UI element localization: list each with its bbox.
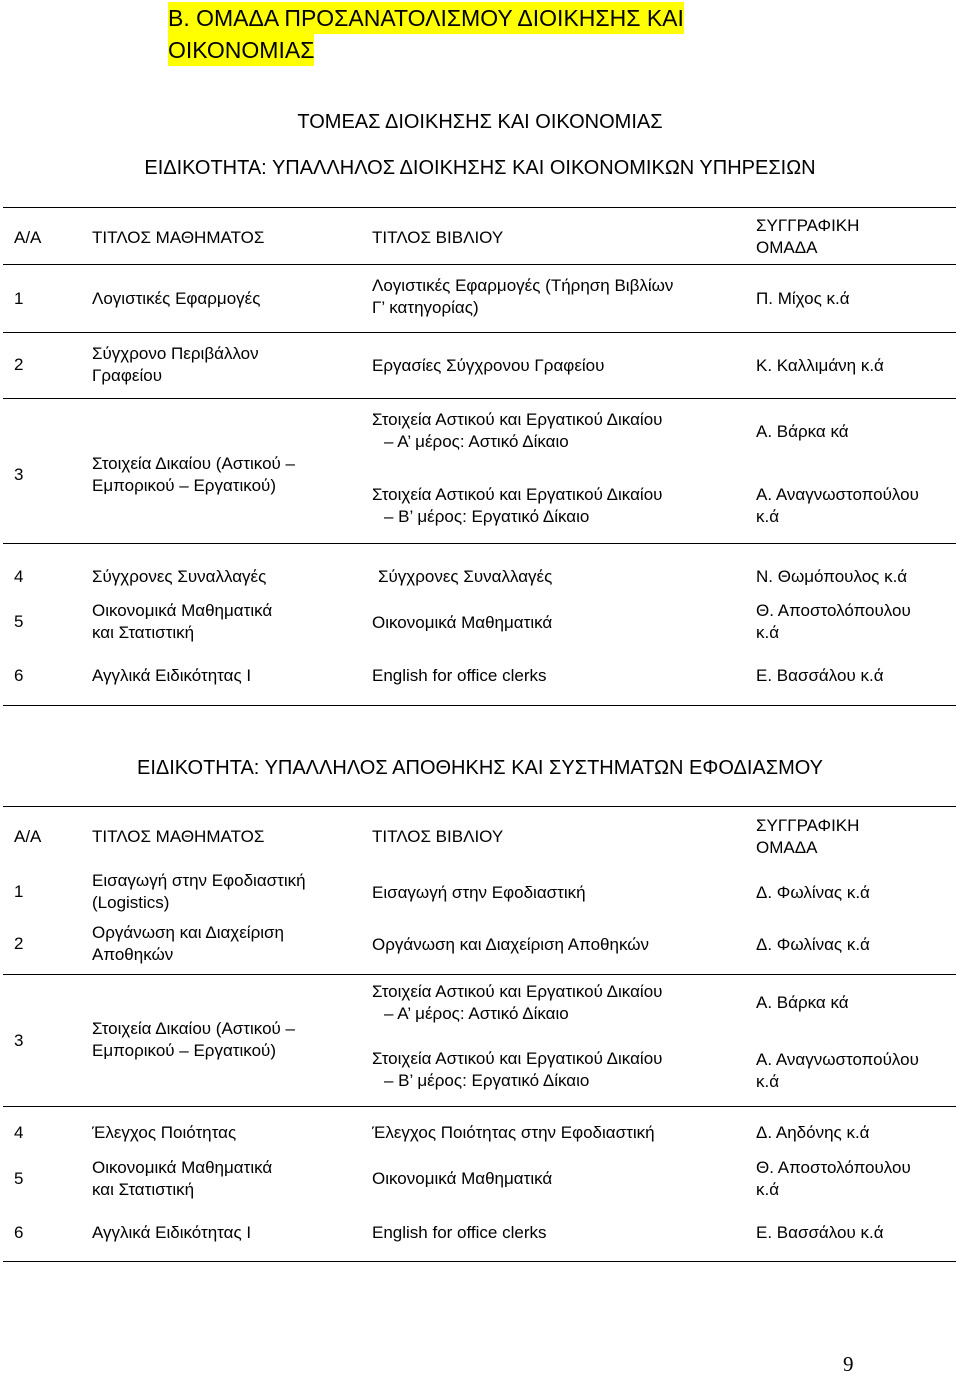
row-course: Λογιστικές Εφαρμογές	[92, 289, 261, 308]
header-authors-line: ΣΥΓΓΡΑΦΙΚΗ	[756, 816, 860, 835]
row-book: English for office clerks	[372, 666, 547, 685]
row-book: Έλεγχος Ποιότητας στην Εφοδιαστική	[372, 1123, 655, 1142]
page-number: 9	[843, 1352, 854, 1376]
row-num: 3	[14, 1031, 24, 1050]
row-authors: Α. Βάρκα κά	[756, 993, 849, 1012]
row-book-line: – Α’ μέρος: Αστικό Δίκαιο	[384, 432, 569, 451]
row-course-line: Στοιχεία Δικαίου (Αστικού –	[92, 454, 296, 473]
row-book	[372, 981, 662, 1025]
row-num: 4	[14, 567, 24, 586]
specialty-title-1: ΕΙΔΙΚΟΤΗΤΑ: ΥΠΑΛΛΗΛΟΣ ΔΙΟΙΚΗΣΗΣ ΚΑΙ ΟΙΚΟΝΟΜΙΚΩΝ ΥΠΗΡΕΣΙΩΝ	[144, 157, 816, 179]
row-book: Εργασίες Σύγχρονου Γραφείου	[372, 356, 605, 375]
header-book: ΤΙΤΛΟΣ ΒΙΒΛΙΟΥ	[372, 228, 504, 247]
row-book	[372, 484, 662, 528]
row-course-line: Εμπορικού – Εργατικού)	[92, 1041, 277, 1060]
row-book-line: – Α’ μέρος: Αστικό Δίκαιο	[384, 1004, 569, 1023]
row-book-line: Στοιχεία Αστικού και Εργατικού Δικαίου	[372, 1049, 663, 1068]
row-authors: Ε. Βασσάλου κ.ά	[756, 666, 884, 685]
row-course-line: Οικονομικά Μαθηματικά	[92, 601, 273, 620]
row-authors: Π. Μίχος κ.ά	[756, 289, 850, 308]
row-divider	[3, 332, 956, 333]
row-book-line: Στοιχεία Αστικού και Εργατικού Δικαίου	[372, 982, 663, 1001]
row-num: 1	[14, 882, 24, 901]
row-book	[372, 275, 673, 319]
row-divider	[3, 398, 956, 399]
row-course: Αγγλικά Ειδικότητας Ι	[92, 1223, 252, 1242]
row-authors	[756, 1157, 911, 1201]
row-authors: Ν. Θωμόπουλος κ.ά	[756, 567, 908, 586]
row-book: Οργάνωση και Διαχείριση Αποθηκών	[372, 935, 650, 954]
row-authors-line: Α. Αναγνωστοπούλου	[756, 1050, 919, 1069]
header-course: ΤΙΤΛΟΣ ΜΑΘΗΜΑΤΟΣ	[92, 228, 265, 247]
header-authors-line: ΟΜΑΔΑ	[756, 838, 818, 857]
row-num: 5	[14, 612, 24, 631]
row-course-line: Εισαγωγή στην Εφοδιαστική	[92, 871, 306, 890]
table-border-bottom	[3, 1261, 956, 1262]
row-book: Οικονομικά Μαθηματικά	[372, 613, 553, 632]
row-authors-line: κ.ά	[756, 1180, 780, 1199]
row-num: 2	[14, 355, 24, 374]
row-course	[92, 600, 272, 644]
row-num: 3	[14, 465, 24, 484]
row-authors: Α. Βάρκα κά	[756, 422, 849, 441]
row-authors-line: Θ. Αποστολόπουλου	[756, 1158, 911, 1177]
row-authors: Ε. Βασσάλου κ.ά	[756, 1223, 884, 1242]
row-course	[92, 922, 284, 966]
row-course-line: Σύγχρονο Περιβάλλον	[92, 344, 259, 363]
row-authors-line: Θ. Αποστολόπουλου	[756, 601, 911, 620]
row-authors-line: κ.ά	[756, 1072, 780, 1091]
row-book-line: Στοιχεία Αστικού και Εργατικού Δικαίου	[372, 410, 663, 429]
row-course-line: Αποθηκών	[92, 945, 174, 964]
header-authors	[756, 215, 859, 259]
header-authors-line: ΣΥΓΓΡΑΦΙΚΗ	[756, 216, 860, 235]
row-book	[372, 1048, 662, 1092]
row-course-line: Γραφείου	[92, 366, 162, 385]
row-course: Σύγχρονες Συναλλαγές	[92, 567, 267, 586]
row-authors-line: Α. Αναγνωστοπούλου	[756, 485, 919, 504]
row-course	[92, 870, 306, 914]
row-num: 1	[14, 289, 24, 308]
row-authors	[756, 484, 919, 528]
row-book-line: Στοιχεία Αστικού και Εργατικού Δικαίου	[372, 485, 663, 504]
header-authors	[756, 815, 859, 859]
header-book: ΤΙΤΛΟΣ ΒΙΒΛΙΟΥ	[372, 827, 504, 846]
row-divider	[3, 264, 956, 265]
row-book-line: Λογιστικές Εφαρμογές (Τήρηση Βιβλίων	[372, 276, 674, 295]
row-authors: Δ. Φωλίνας κ.ά	[756, 883, 870, 902]
row-course-line: Οργάνωση και Διαχείριση	[92, 923, 284, 942]
row-authors-line: κ.ά	[756, 507, 780, 526]
row-authors	[756, 1049, 919, 1093]
header-authors-line: ΟΜΑΔΑ	[756, 238, 818, 257]
row-book: English for office clerks	[372, 1223, 547, 1242]
row-num: 2	[14, 934, 24, 953]
row-divider	[3, 974, 956, 975]
header-num: Α/Α	[14, 228, 42, 247]
row-course-line: Οικονομικά Μαθηματικά	[92, 1158, 273, 1177]
row-course: Έλεγχος Ποιότητας	[92, 1123, 237, 1142]
row-num: 4	[14, 1123, 24, 1142]
heading-line-2: ΟΙΚΟΝΟΜΙΑΣ	[168, 34, 314, 66]
row-authors	[756, 600, 911, 644]
row-book	[372, 409, 662, 453]
row-course: Αγγλικά Ειδικότητας Ι	[92, 666, 252, 685]
header-course: ΤΙΤΛΟΣ ΜΑΘΗΜΑΤΟΣ	[92, 827, 265, 846]
row-book: Εισαγωγή στην Εφοδιαστική	[372, 883, 586, 902]
row-divider	[3, 543, 956, 544]
row-course	[92, 343, 259, 387]
row-authors: Δ. Αηδόνης κ.ά	[756, 1123, 870, 1142]
row-book-line: – Β’ μέρος: Εργατικό Δίκαιο	[384, 1071, 590, 1090]
row-num: 5	[14, 1169, 24, 1188]
row-book-line: Γ’ κατηγορίας)	[372, 298, 479, 317]
row-course	[92, 453, 295, 497]
row-course-line: Στοιχεία Δικαίου (Αστικού –	[92, 1019, 296, 1038]
row-authors: Κ. Καλλιμάνη κ.ά	[756, 356, 884, 375]
row-course-line: και Στατιστική	[92, 1180, 195, 1199]
table-border-top	[3, 806, 956, 807]
row-course-line: (Logistics)	[92, 893, 170, 912]
header-num: Α/Α	[14, 827, 42, 846]
row-book-line: – Β’ μέρος: Εργατικό Δίκαιο	[384, 507, 590, 526]
row-divider	[3, 1106, 956, 1107]
row-course	[92, 1018, 295, 1062]
row-course	[92, 1157, 272, 1201]
heading-line-1: Β. ΟΜΑΔΑ ΠΡΟΣΑΝΑΤΟΛΙΣΜΟΥ ΔΙΟΙΚΗΣΗΣ ΚΑΙ	[168, 2, 684, 34]
row-book: Οικονομικά Μαθηματικά	[372, 1169, 553, 1188]
sector-title: ΤΟΜΕΑΣ ΔΙΟΙΚΗΣΗΣ ΚΑΙ ΟΙΚΟΝΟΜΙΑΣ	[297, 111, 663, 133]
page-heading	[168, 2, 684, 66]
row-book: Σύγχρονες Συναλλαγές	[378, 567, 553, 586]
row-num: 6	[14, 1223, 24, 1242]
row-num: 6	[14, 666, 24, 685]
specialty-title-2: ΕΙΔΙΚΟΤΗΤΑ: ΥΠΑΛΛΗΛΟΣ ΑΠΟΘΗΚΗΣ ΚΑΙ ΣΥΣΤΗΜΑΤΩΝ ΕΦΟΔΙΑΣΜΟΥ	[136, 757, 824, 779]
table-border-top	[3, 207, 956, 208]
row-authors: Δ. Φωλίνας κ.ά	[756, 935, 870, 954]
row-authors-line: κ.ά	[756, 623, 780, 642]
row-course-line: και Στατιστική	[92, 623, 195, 642]
table-border-bottom	[3, 705, 956, 706]
row-course-line: Εμπορικού – Εργατικού)	[92, 476, 277, 495]
